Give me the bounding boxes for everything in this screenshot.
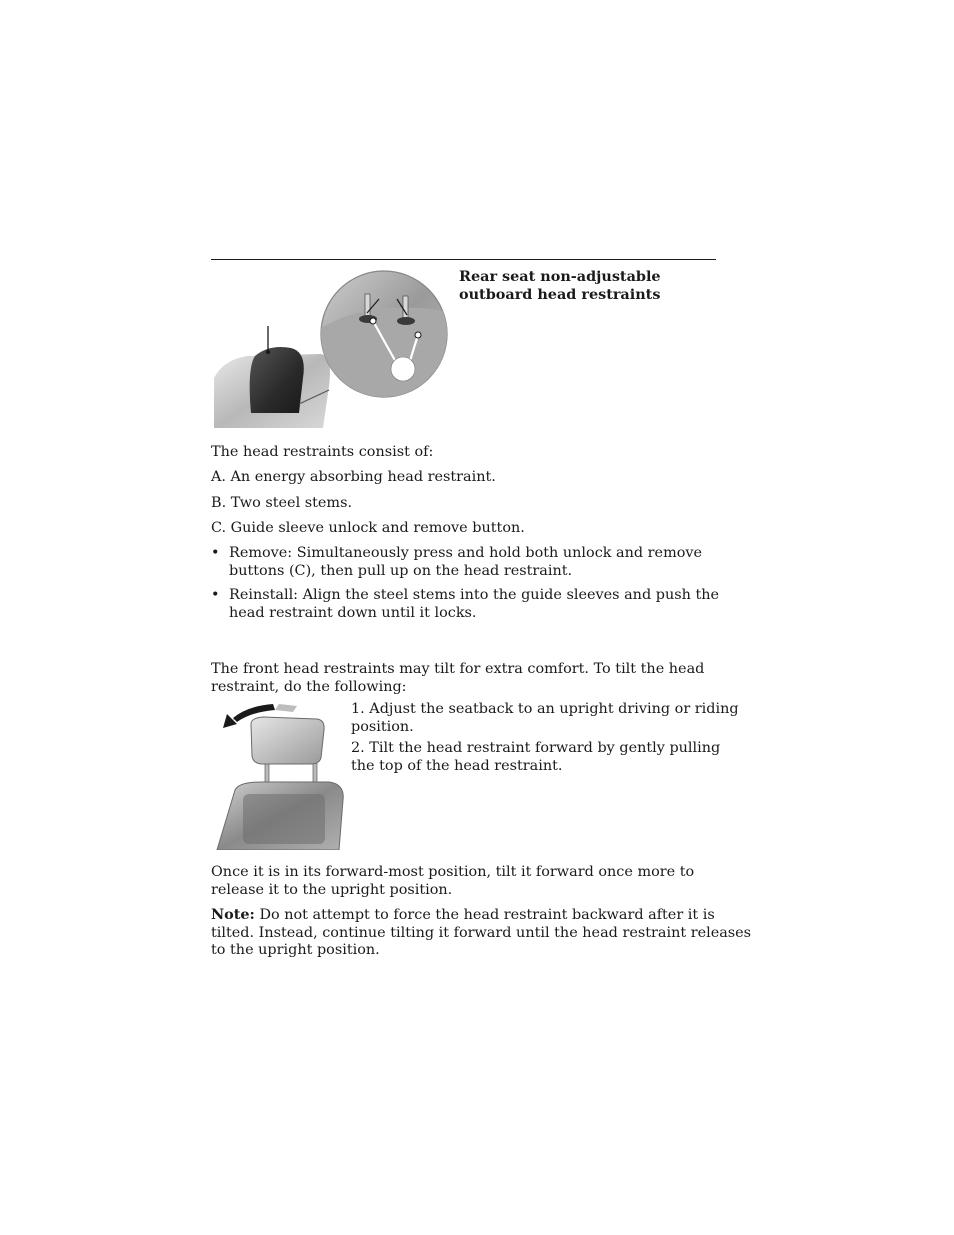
note-label: Note: bbox=[211, 906, 255, 923]
section-divider bbox=[211, 259, 716, 260]
part-c-item: C. Guide sleeve unlock and remove button. bbox=[211, 520, 525, 536]
front-head-restraint-tilt-figure bbox=[213, 700, 347, 850]
release-paragraph: Once it is in its forward-most position, tilt it forward once more to release it to the upright position. bbox=[211, 864, 695, 898]
restraints-intro: The head restraints consist of: bbox=[211, 444, 434, 460]
step-2: 2. Tilt the head restraint forward by gently pulling the top of the head restraint. bbox=[351, 740, 721, 774]
rear-head-restraint-shape bbox=[250, 347, 304, 413]
bullet-remove-line2: buttons (C), then pull up on the head restraint. bbox=[229, 562, 573, 579]
rear-restraint-heading: Rear seat non-adjustable outboard head restraints bbox=[459, 268, 661, 303]
magnified-detail-circle bbox=[321, 271, 451, 408]
bullet-remove-line1: Remove: Simultaneously press and hold both unlock and remove bbox=[229, 545, 703, 561]
callout-dot-a bbox=[266, 350, 270, 354]
note-line2: tilted. Instead, continue tilting it forward until the head restraint releases bbox=[211, 924, 752, 941]
part-b-item: B. Two steel stems. bbox=[211, 495, 353, 511]
note-line3: to the upright position. bbox=[211, 942, 380, 958]
bullet-reinstall-line2: head restraint down until it locks. bbox=[229, 604, 477, 621]
note-paragraph bbox=[211, 906, 751, 960]
rear-head-restraint-figure bbox=[211, 268, 456, 433]
bullet-reinstall-line1: Reinstall: Align the steel stems into the guide sleeves and push the bbox=[229, 587, 720, 603]
step-1: 1. Adjust the seatback to an upright driving or riding position. bbox=[351, 701, 739, 735]
front-head-restraint-shape bbox=[251, 717, 324, 764]
callout-marker-c bbox=[391, 357, 415, 381]
bullet-symbol: • bbox=[211, 587, 220, 603]
bullet-symbol: • bbox=[211, 545, 220, 561]
note-line1: Do not attempt to force the head restraint backward after it is bbox=[254, 907, 715, 923]
part-a-item: A. An energy absorbing head restraint. bbox=[211, 469, 496, 485]
tilt-intro: The front head restraints may tilt for extra comfort. To tilt the head restraint, do the following: bbox=[211, 661, 705, 695]
